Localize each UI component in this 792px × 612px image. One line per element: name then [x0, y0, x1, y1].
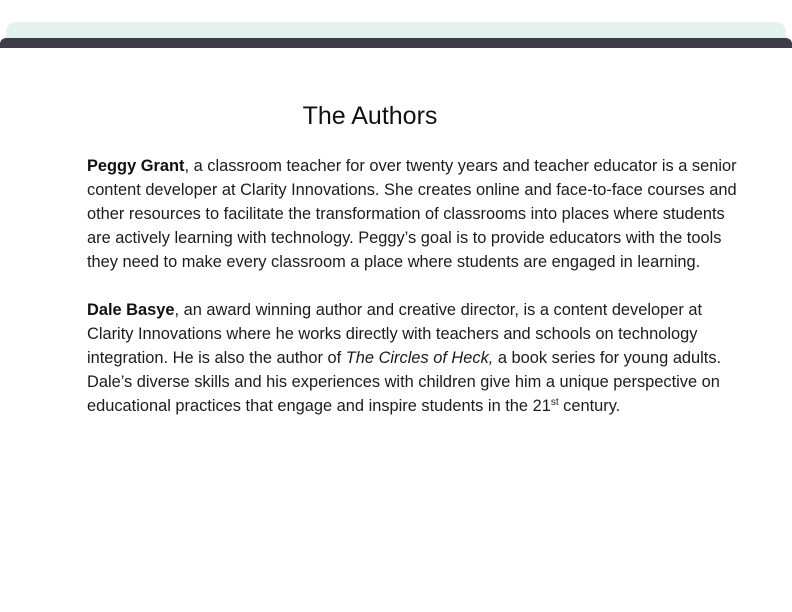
author-bio-text: , an award winning author and creative director, is a content developer at Clarity Innovations where he works directly with teachers and schools on technology integration. He is also the author of	[87, 301, 703, 367]
author-bio-peggy-grant	[87, 154, 747, 274]
author-bio-dale-basye	[87, 298, 747, 418]
page-title: The Authors	[302, 102, 438, 130]
author-bio-text: century.	[558, 397, 621, 415]
banner-tint	[6, 22, 786, 38]
author-bio-text: , a classroom teacher for over twenty years and teacher educator is a senior content developer at Clarity Innovations. She creates online and face-to-face courses and other resources to facilitate the transformation of classrooms into places where students are actively learning with technology. Peggy’s goal is to provide educators with the tools they need to make every classroom a place where students are engaged in learning.	[87, 157, 737, 271]
ordinal-suffix: st	[550, 397, 559, 408]
author-name: Peggy Grant	[87, 157, 185, 175]
author-name: Dale Basye	[87, 301, 175, 319]
banner-bar	[0, 38, 792, 48]
book-title: The Circles of Heck,	[345, 349, 494, 367]
author-bio-text: a book series for young adults. Dale’s diverse skills and his experiences with children give him a unique perspective on educational practices that engage and inspire students in the 21	[87, 349, 722, 415]
authors-section	[87, 154, 747, 442]
top-banner	[0, 22, 792, 48]
